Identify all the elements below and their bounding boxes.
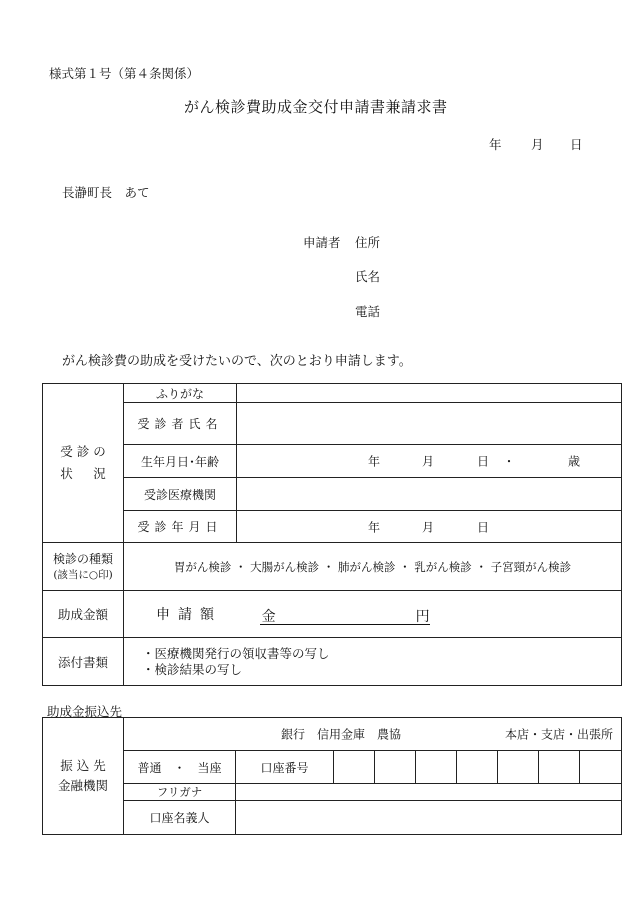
transfer-table bbox=[42, 717, 622, 835]
institution-label: 受診医療機関 bbox=[124, 478, 237, 511]
date-month-label: 月 bbox=[531, 137, 544, 152]
transfer-section-title: 助成金振込先 bbox=[47, 704, 123, 719]
furigana-label: ふりがな bbox=[124, 384, 237, 403]
exam-date-field[interactable]: 年 月 日 bbox=[237, 511, 622, 543]
account-number-label: 口座番号 bbox=[236, 751, 334, 784]
account-digit-box[interactable] bbox=[416, 751, 457, 784]
form-number: 様式第１号（第４条関係） bbox=[49, 66, 200, 81]
attachments-label: 添付書類 bbox=[43, 638, 124, 686]
institution-field[interactable] bbox=[237, 478, 622, 511]
attachments-list bbox=[124, 638, 622, 686]
applicant-address-label: 住所 bbox=[355, 235, 381, 250]
holder-furigana-label: フリガナ bbox=[124, 784, 236, 801]
holder-furigana-field[interactable] bbox=[236, 784, 622, 801]
exam-type-label: 検診の種類 (該当に○印) bbox=[43, 543, 124, 591]
account-digit-box[interactable] bbox=[539, 751, 580, 784]
dob-age-field[interactable]: 年 月 日 ・ 歳 bbox=[237, 445, 622, 478]
application-table bbox=[42, 383, 622, 686]
amount-underline: 金 円 bbox=[260, 606, 430, 625]
intro-text: がん検診費の助成を受けたいので、次のとおり申請します。 bbox=[62, 354, 412, 369]
applicant-phone-label: 電話 bbox=[355, 304, 381, 319]
account-digit-box[interactable] bbox=[498, 751, 539, 784]
examinee-name-label: 受診者氏名 bbox=[124, 403, 237, 445]
applicant-label: 申請者 bbox=[303, 235, 341, 250]
attachment-item: ・検診結果の写し bbox=[142, 661, 243, 677]
account-digit-box[interactable] bbox=[375, 751, 416, 784]
applicant-name-label: 氏名 bbox=[355, 269, 381, 284]
exam-type-options[interactable]: 胃がん検診 ・ 大腸がん検診 ・ 肺がん検診 ・ 乳がん検診 ・ 子宮頸がん検診 bbox=[124, 543, 622, 591]
examinee-name-field[interactable] bbox=[237, 403, 622, 445]
transfer-bank-label: 振 込 先 金融機関 bbox=[43, 718, 124, 835]
account-type-options[interactable]: 普通 ・ 当座 bbox=[124, 751, 236, 784]
exam-date-label: 受診年月日 bbox=[124, 511, 237, 543]
attachment-item: ・医療機関発行の領収書等の写し bbox=[142, 645, 330, 661]
page-title: がん検診費助成金交付申請書兼請求書 bbox=[184, 98, 448, 116]
addressee: 長瀞町長 あて bbox=[62, 185, 150, 200]
requested-amount-label: 申請額 bbox=[156, 606, 222, 623]
date-day-label: 日 bbox=[570, 137, 583, 152]
dob-age-label: 生年月日･年齢 bbox=[124, 445, 237, 478]
status-label: 受 診 の 状 況 bbox=[43, 384, 124, 543]
account-digit-box[interactable] bbox=[334, 751, 375, 784]
account-digit-box[interactable] bbox=[580, 751, 622, 784]
account-holder-label: 口座名義人 bbox=[124, 801, 236, 835]
bank-name-field[interactable]: 銀行 信用金庫 農協 本店・支店・出張所 bbox=[124, 718, 622, 751]
account-holder-field[interactable] bbox=[236, 801, 622, 835]
amount-field[interactable] bbox=[124, 591, 622, 638]
furigana-field[interactable] bbox=[237, 384, 622, 403]
date-year-label: 年 bbox=[489, 137, 502, 152]
amount-label: 助成金額 bbox=[43, 591, 124, 638]
account-digit-box[interactable] bbox=[457, 751, 498, 784]
